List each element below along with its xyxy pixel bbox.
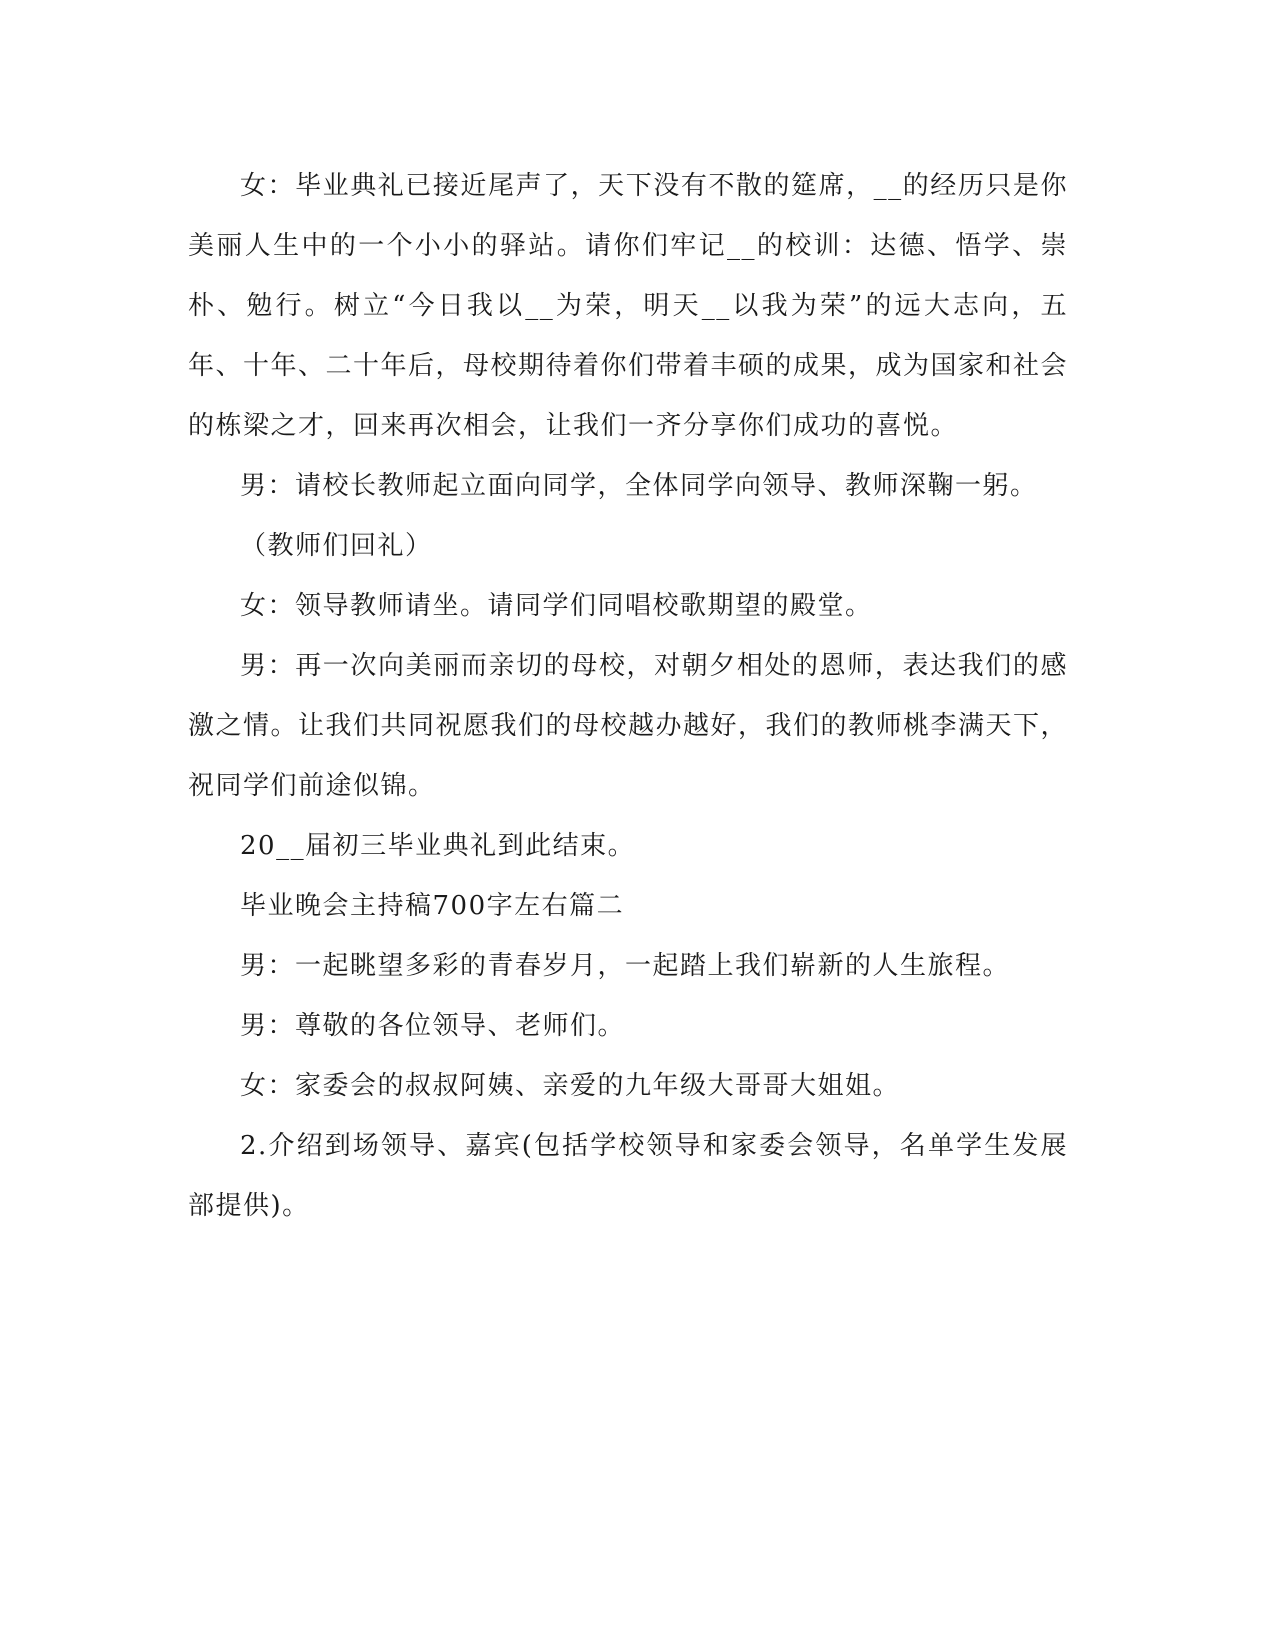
document-body xyxy=(188,156,1068,1236)
paragraph-teachers-return: （教师们回礼） xyxy=(240,531,433,561)
paragraph-bow: 男：请校长教师起立面向同学，全体同学向领导、教师深鞠一躬。 xyxy=(240,471,1038,501)
paragraph-gratitude: 男：再一次向美丽而亲切的母校，对朝夕相处的恩师，表达我们的感激之情。让我们共同祝愿我们的母校越办越好，我们的教师桃李满天下，祝同学们前途似锦。 xyxy=(188,651,1069,801)
paragraph-introduce-guests: 2.介绍到场领导、嘉宾(包括学校领导和家委会领导，名单学生发展部提供)。 xyxy=(188,1131,1068,1221)
paragraph-farewell: 女：毕业典礼已接近尾声了，天下没有不散的筵席，__的经历只是你美丽人生中的一个小小的驿站。请你们牢记__的校训：达德、悟学、崇朴、勉行。树立“今日我以__为荣，明天__以我为荣”的远大志向，五年、十年、二十年后，母校期待着你们带着丰硕的成果，成为国家和社会的栋梁之才，回来再次相会，让我们一齐分享你们成功的喜悦。 xyxy=(188,171,1069,441)
paragraph-opening-male: 男：一起眺望多彩的青春岁月，一起踏上我们崭新的人生旅程。 xyxy=(240,951,1011,981)
paragraph-greeting-female: 女：家委会的叔叔阿姨、亲爱的九年级大哥哥大姐姐。 xyxy=(240,1071,901,1101)
paragraph-ceremony-end: 20__届初三毕业典礼到此结束。 xyxy=(240,831,636,861)
paragraph-school-song: 女：领导教师请坐。请同学们同唱校歌期望的殿堂。 xyxy=(240,591,873,621)
paragraph-greeting-male: 男：尊敬的各位领导、老师们。 xyxy=(240,1011,626,1041)
section-heading: 毕业晚会主持稿700字左右篇二 xyxy=(240,891,625,921)
